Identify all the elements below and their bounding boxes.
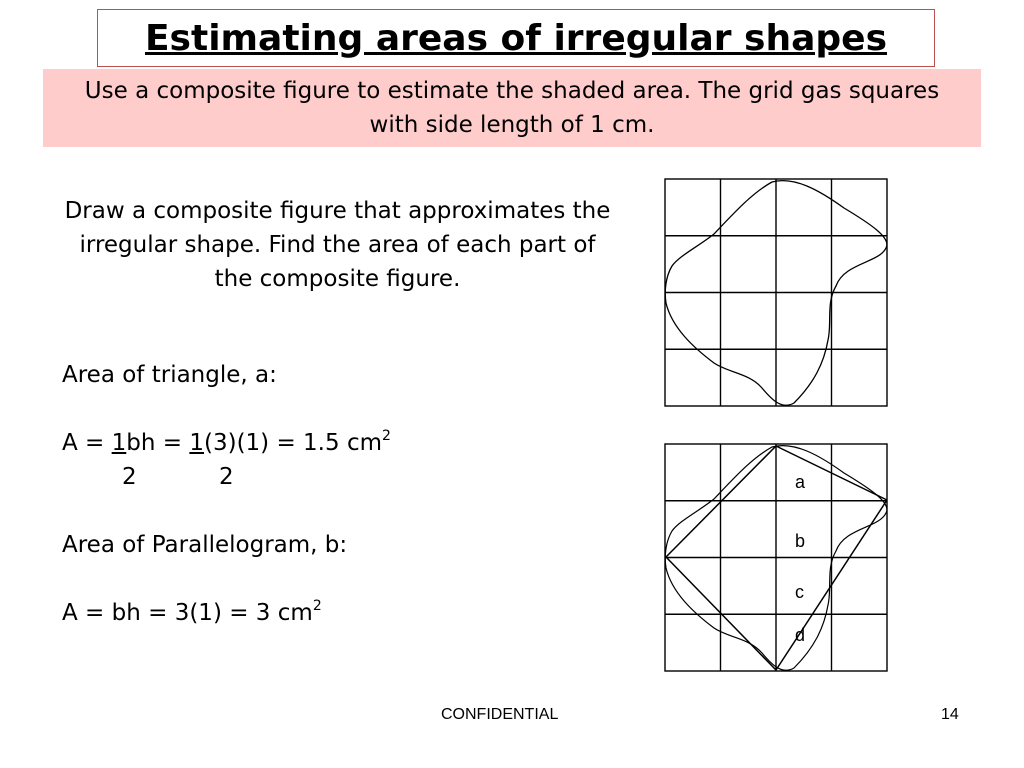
label-a: a: [795, 472, 806, 492]
para-exponent: 2: [312, 598, 322, 614]
slide-title: Estimating areas of irregular shapes: [144, 17, 888, 59]
tri-exponent: 2: [382, 428, 391, 444]
composite-figure-grid: [664, 443, 889, 672]
tri-prefix: A =: [62, 430, 112, 456]
para-formula-text: A = bh = 3(1) = 3 cm: [62, 600, 313, 626]
parallelogram-heading: Area of Parallelogram, b:: [62, 532, 348, 558]
label-d: d: [795, 625, 806, 645]
grid1-lines: [665, 179, 887, 406]
tri-numerator-2: 1: [189, 430, 204, 456]
tri-numerator-1: 1: [111, 430, 127, 456]
tri-mid: bh =: [126, 430, 190, 456]
irregular-shape-grid: [664, 178, 889, 407]
tri-rest: (3)(1) = 1.5 cm: [204, 430, 382, 456]
instructions-text: Draw a composite figure that approximates the irregular shape. Find the area of each part of the composite figure.: [64, 198, 611, 292]
label-c: c: [795, 582, 804, 602]
intro-text: Use a composite figure to estimate the shaded area. The grid gas squares with side length of 1 cm.: [84, 78, 940, 138]
parallelogram-formula: [62, 596, 622, 630]
tri-denominators: [62, 460, 622, 494]
triangle-formula: [62, 426, 622, 460]
page-number: 14: [941, 706, 959, 723]
intro-box: [43, 69, 981, 147]
grid2-lines: [665, 444, 887, 671]
triangle-heading: Area of triangle, a:: [62, 362, 277, 388]
label-b: b: [795, 531, 806, 551]
footer-confidential: CONFIDENTIAL: [441, 706, 559, 723]
title-box: [97, 9, 935, 67]
tri-denominator-1: 2: [122, 464, 137, 490]
tri-denominator-2: 2: [219, 464, 234, 490]
work-section: [62, 358, 622, 630]
